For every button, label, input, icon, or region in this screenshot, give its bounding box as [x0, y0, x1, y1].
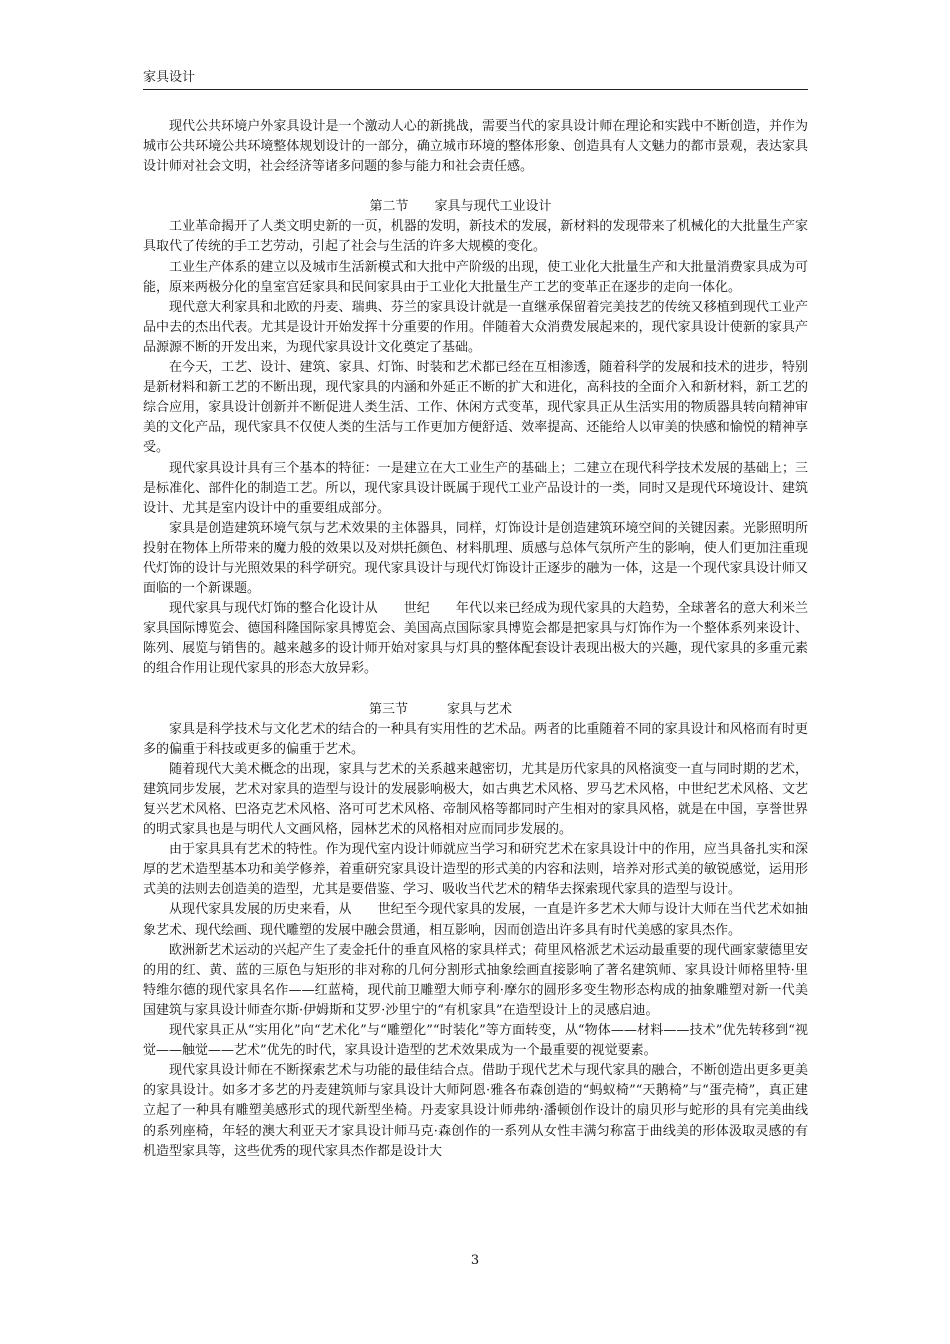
paragraph: 由于家具具有艺术的特性。作为现代室内设计师就应当学习和研究艺术在家具设计中的作用，应当具备扎实和深厚的艺术造型基本功和美学修养，着重研究家具设计造型的形式美的内容和法则，培养对形式美的敏锐感觉，运用形式美的法则去创造美的造型，尤其是要借鉴、学习、吸收当代艺术的精华去探索现代家具的造型与设计。: [143, 842, 808, 898]
paragraph: 随着现代大美术概念的出现，家具与艺术的关系越来越密切，尤其是历代家具的风格演变一直与同时期的艺术，建筑同步发展，艺术对家具的造型与设计的发展影响极大，如古典艺术风格、罗马艺术风格，中世纪艺术风格、文艺复兴艺术风格、巴洛克艺术风格、洛可可艺术风格、帝制风格等都同时产生相对的家具风格，就是在中国，享誉世界的明式家具也是与明代人文画风格，园林艺术的风格相对应而同步发展的。: [143, 761, 808, 838]
paragraph: 现代家具与现代灯饰的整合化设计从 世纪 年代以来已经成为现代家具的大趋势，全球著名的意大利米兰家具国际博览会、德国科隆国际家具博览会、美国高点国际家具博览会都是把家具与灯饰作为一个整体系列来设计、陈列、展览与销售的。越来越多的设计师开始对家具与灯具的整体配套设计表现出极大的兴趣，现代家具的多重元素的组合作用让现代家具的形态大放异彩。: [143, 601, 808, 677]
paragraph: 在今天，工艺、设计、建筑、家具、灯饰、时装和艺术都已经在互相渗透，随着科学的发展和技术的进步，特别是新材料和新工艺的不断出现，现代家具的内涵和外延正不断的扩大和进化，高科技的全面介入和新材料，新工艺的综合应用，家具设计创新并不断促进人类生活、工作、休闲方式变革，现代家具正从生活实用的物质器具转向精神审美的文化产品，现代家具不仅使人类的生活与工作更加方便舒适、效率提高、还能给人以审美的快感和愉悦的精神享受。: [143, 360, 808, 456]
paragraph: 欧洲新艺术运动的兴起产生了麦金托什的垂直风格的家具样式；荷里风格派艺术运动最重要的现代画家蒙德里安的用的红、黄、蓝的三原色与矩形的非对称的几何分割形式抽象绘画直接影响了著名建筑师、家具设计师格里特·里特维尔德的现代家具名作——红蓝椅，现代前卫雕塑大师亨利·摩尔的圆形多变生物形态构成的抽象雕塑对新一代美国建筑与家具设计师查尔斯·伊姆斯和艾罗·沙里宁的“有机家具”在造型设计上的灵感启迪。: [143, 942, 808, 1018]
paragraph: 从现代家具发展的历史来看，从 世纪至今现代家具的发展，一直是许多艺术大师与设计大师在当代艺术如抽象艺术、现代绘画、现代雕塑的发展中融会贯通，相互影响，因而创造出许多具有时代美感的家具杰作。: [143, 902, 808, 938]
paragraph: 现代意大利家具和北欧的丹麦、瑞典、芬兰的家具设计就是一直继承保留着完美技艺的传统又移植到现代工业产品中去的杰出代表。尤其是设计开始发挥十分重要的作用。伴随着大众消费发展起来的，现代家具设计使新的家具产品源源不断的开发出来，为现代家具设计文化奠定了基础。: [143, 299, 808, 355]
page-number: 3: [470, 1253, 480, 1268]
paragraph: 工业革命揭开了人类文明史新的一页，机器的发明，新技术的发展，新材料的发现带来了机械化的大批量生产家具取代了传统的手工艺劳动，引起了社会与生活的许多大规模的变化。: [143, 219, 808, 255]
paragraph: 现代家具设计师在不断探索艺术与功能的最佳结合点。借助于现代艺术与现代家具的融合，不断创造出更多更美的家具设计。如多才多艺的丹麦建筑师与家具设计大师阿恩·雅各布森创造的“蚂蚁椅”“天鹅椅”与“蛋壳椅”，真正建立起了一种具有雕塑美感形式的现代新型坐椅。丹麦家具设计师弗纳·潘顿创作设计的扇贝形与蛇形的具有完美曲线的系列座椅，年轻的澳大利亚天才家具设计师马克·森创作的一系列从女性丰满匀称富于曲线美的形体汲取灵感的有机造型家具等，这些优秀的现代家具杰作都是设计大: [143, 1063, 808, 1159]
header-rule: [143, 89, 808, 90]
section-heading: 第三节 家具与艺术: [368, 701, 512, 717]
paragraph: 现代公共环境户外家具设计是一个激动人心的新挑战，需要当代的家具设计师在理论和实践中不断创造，并作为城市公共环境公共环境整体规划设计的一部分，确立城市环境的整体形象、创造具有人文魅力的都市景观，表达家具设计师对社会文明，社会经济等诸多问题的参与能力和社会责任感。: [143, 119, 808, 175]
paragraph: 家具是科学技术与文化艺术的结合的一种具有实用性的艺术品。两者的比重随着不同的家具设计和风格而有时更多的偏重于科技或更多的偏重于艺术。: [143, 721, 808, 757]
running-header-title: 家具设计: [143, 70, 196, 85]
section-heading: 第二节 家具与现代工业设计: [369, 199, 552, 215]
paragraph: 现代家具设计具有三个基本的特征：一是建立在大工业生产的基础上；二建立在现代科学技术发展的基础上；三是标准化、部件化的制造工艺。所以，现代家具设计既属于现代工业产品设计的一类，同时又是现代环境设计、建筑设计、尤其是室内设计中的重要组成部分。: [143, 460, 808, 516]
paragraph: 现代家具正从“实用化”向“艺术化”与“雕塑化”“时装化”等方面转变，从“物体——材料——技术”优先转移到“视觉——触觉——艺术”优先的时代，家具设计造型的艺术效果成为一个最重要的视觉要素。: [143, 1023, 808, 1059]
paragraph: 工业生产体系的建立以及城市生活新模式和大批中产阶级的出现，使工业化大批量生产和大批量消费家具成为可能，原来两极分化的皇室宫廷家具和民间家具由于工业化大批量生产工艺的变革正在逐步的走向一体化。: [143, 259, 808, 295]
paragraph: 家具是创造建筑环境气氛与艺术效果的主体器具，同样，灯饰设计是创造建筑环境空间的关键因素。光影照明所投射在物体上所带来的魔力般的效果以及对烘托颜色、材料肌理、质感与总体气氛所产生的影响，使人们更加注重现代灯饰的设计与光照效果的科学研究。现代家具设计与现代灯饰设计正逐步的融为一体，这是一个现代家具设计师又面临的一个新课题。: [143, 520, 808, 597]
page-body: [143, 117, 808, 1162]
